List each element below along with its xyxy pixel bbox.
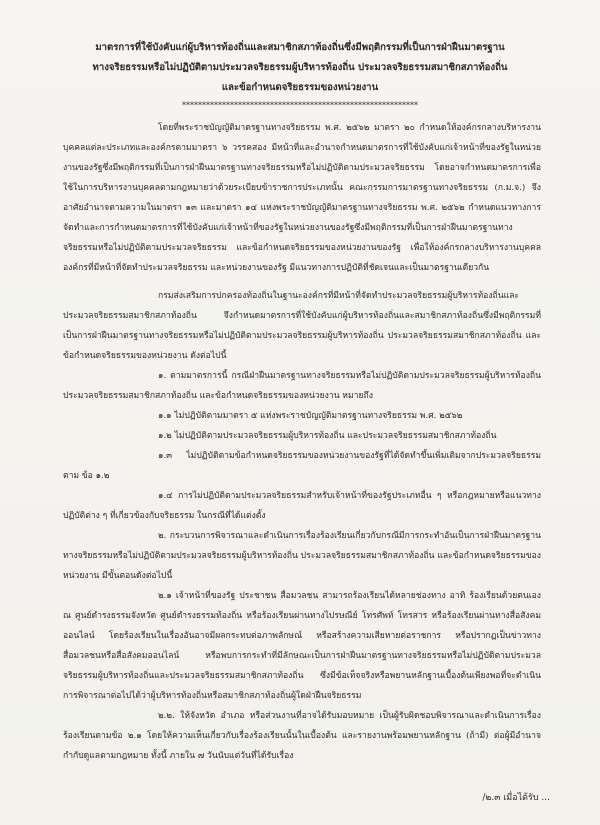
paragraph: ๑.๓ ไม่ปฏิบัติตามข้อกำหนดจริยธรรมของหน่วยงานของรัฐที่ได้จัดทำขึ้นเพิ่มเติมจากประมวลจริยธรรมตาม ข้อ ๑.๒ [63, 451, 541, 481]
paragraph: ๑.๑ ไม่ปฏิบัติตามมาตรา ๕ แห่งพระราชบัญญัติมาตรฐานทางจริยธรรม พ.ศ. ๒๕๖๒ [158, 411, 463, 421]
title-line: ทางจริยธรรมหรือไม่ปฏิบัติตามประมวลจริยธรรมผู้บริหารท้องถิ่น ประมวลจริยธรรมสมาชิกสภาท้องถิ่น [92, 62, 508, 73]
separator-line: *********************************************************** [182, 101, 418, 110]
document-body [63, 118, 541, 766]
paragraph: โดยที่พระราชบัญญัติมาตรฐานทางจริยธรรม พ.ศ. ๒๕๖๒ มาตรา ๒๐ กำหนดให้องค์กรกลางบริหารงานบุคคลแต่ละประเภทและองค์กรตามมาตรา ๖ วรรคสอง มีหน้าที่และอำนาจกำหนดมาตรการที่ใช้บังคับแก่เจ้าหน้าที่ของรัฐในหน่วยงานของรัฐซึ่งมีพฤติกรรมที่เป็นการฝ่าฝืนมาตรฐานทางจริยธรรมหรือไม่ปฏิบัติตามประมวลจริยธรรม โดยอาจกำหนดมาตรการเพื่อใช้ในการบริหารงานบุคคลตามกฎหมายว่าด้วยระเบียบข้าราชการประเภทนั้น คณะกรรมการมาตรฐานทางจริยธรรม (ก.ม.จ.) จึงอาศัยอำนาจตามความในมาตรา ๑๓ และมาตรา ๑๔ แห่งพระราชบัญญัติมาตรฐานทางจริยธรรม พ.ศ. ๒๕๖๒ กำหนดแนวทางการจัดทำและการกำหนดมาตรการที่ใช้บังคับแก่เจ้าหน้าที่ของรัฐในหน่วยงานของรัฐซึ่งมีพฤติกรรมที่เป็นการฝ่าฝืนมาตรฐานทางจริยธรรมหรือไม่ปฏิบัติตามประมวลจริยธรรม และข้อกำหนดจริยธรรมของหน่วยงานของรัฐ เพื่อให้องค์กรกลางบริหารงานบุคคล องค์กรที่มีหน้าที่จัดทำประมวลจริยธรรม และหน่วยงานของรัฐ มีแนวทางการปฏิบัติที่ชัดเจนและเป็นมาตรฐานเดียวกัน [63, 123, 541, 273]
paragraph: ๒.๒. ให้จังหวัด อำเภอ หรือส่วนงานที่อาจได้รับมอบหมาย เป็นผู้รับผิดชอบพิจารณาและดำเนินการเรื่องร้องเรียนตามข้อ ๒.๑ โดยให้ความเห็นเกี่ยวกับเรื่องร้องเรียนนั้นในเบื้องต้น และรายงานพร้อมพยานหลักฐาน (ถ้ามี) ต่อผู้มีอำนาจกำกับดูแลตามกฎหมาย ทั้งนี้ ภายใน ๗ วันนับแต่วันที่ได้รับเรื่อง [63, 711, 541, 761]
paragraph: กรมส่งเสริมการปกครองท้องถิ่นในฐานะองค์กรที่มีหน้าที่จัดทำประมวลจริยธรรมผู้บริหารท้องถิ่นและประมวลจริยธรรมสมาชิกสภาท้องถิ่น จึงกำหนดมาตรการที่ใช้บังคับแก่ผู้บริหารท้องถิ่นและสมาชิกสภาท้องถิ่นซึ่งมีพฤติกรรมที่เป็นการฝ่าฝืนมาตรฐานทางจริยธรรมหรือไม่ปฏิบัติตามประมวลจริยธรรมผู้บริหารท้องถิ่น ประมวลจริยธรรมสมาชิกสภาท้องถิ่น และข้อกำหนดจริยธรรมของหน่วยงาน ดังต่อไปนี้ [63, 291, 541, 361]
paragraph: ๑.๔ การไม่ปฏิบัติตามประมวลจริยธรรมสำหรับเจ้าหน้าที่ของรัฐประเภทอื่น ๆ หรือกฎหมายหรือแนวทางปฏิบัติต่าง ๆ ที่เกี่ยวข้องกับจริยธรรม ในกรณีที่ได้แต่งตั้ง [63, 491, 541, 521]
title-line: และข้อกำหนดจริยธรรมของหน่วยงาน [221, 82, 379, 93]
paragraph: ๒.๑ เจ้าหน้าที่ของรัฐ ประชาชน สื่อมวลชน สามารถร้องเรียนได้หลายช่องทาง อาทิ ร้องเรียนด้วยตนเอง ณ ศูนย์ดำรงธรรมจังหวัด ศูนย์ดำรงธรรมท้องถิ่น หรือร้องเรียนผ่านทางไปรษณีย์ โทรศัพท์ โทรสาร หรือร้องเรียนผ่านทางสื่อสังคมออนไลน์ โดยร้องเรียนในเรื่องอันอาจมีผลกระทบต่อภาพลักษณ์ หรือสร้างความเสียหายต่อราชการ หรือปรากฏเป็นข่าวทางสื่อมวลชนหรือสื่อสังคมออนไลน์ หรือพบการกระทำที่มีลักษณะเป็นการฝ่าฝืนมาตรฐานทางจริยธรรมหรือไม่ปฏิบัติตามประมวลจริยธรรมผู้บริหารท้องถิ่นและประมวลจริยธรรมสมาชิกสภาท้องถิ่น ซึ่งมีข้อเท็จจริงหรือพยานหลักฐานเบื้องต้นเพียงพอที่จะดำเนินการพิจารณาต่อไปได้ว่าผู้บริหารท้องถิ่นหรือสมาชิกสภาท้องถิ่นผู้ใดฝ่าฝืนจริยธรรม [63, 591, 541, 701]
title-line: มาตรการที่ใช้บังคับแก่ผู้บริหารท้องถิ่นและสมาชิกสภาท้องถิ่นซึ่งมีพฤติกรรมที่เป็นการฝ่าฝืนมาตรฐาน [95, 42, 505, 53]
paragraph: ๑. ตามมาตรการนี้ กรณีฝ่าฝืนมาตรฐานทางจริยธรรมหรือไม่ปฏิบัติตามประมวลจริยธรรมผู้บริหารท้องถิ่น ประมวลจริยธรรมสมาชิกสภาท้องถิ่น และข้อกำหนดจริยธรรมของหน่วยงาน หมายถึง [63, 371, 541, 401]
continuation-note: /๒.๓ เมื่อได้รับ ... [482, 793, 550, 803]
paragraph: ๑.๒ ไม่ปฏิบัติตามประมวลจริยธรรมผู้บริหารท้องถิ่น และประมวลจริยธรรมสมาชิกสภาท้องถิ่น [158, 431, 497, 441]
document-title [55, 38, 545, 98]
paragraph: ๒. กระบวนการพิจารณาและดำเนินการเรื่องร้องเรียนเกี่ยวกับกรณีมีการกระทำอันเป็นการฝ่าฝืนมาตรฐานทางจริยธรรมหรือไม่ปฏิบัติตามประมวลจริยธรรมผู้บริหารท้องถิ่น ประมวลจริยธรรมสมาชิกสภาท้องถิ่น และข้อกำหนดจริยธรรมของหน่วยงาน มีขั้นตอนดังต่อไปนี้ [63, 531, 541, 581]
